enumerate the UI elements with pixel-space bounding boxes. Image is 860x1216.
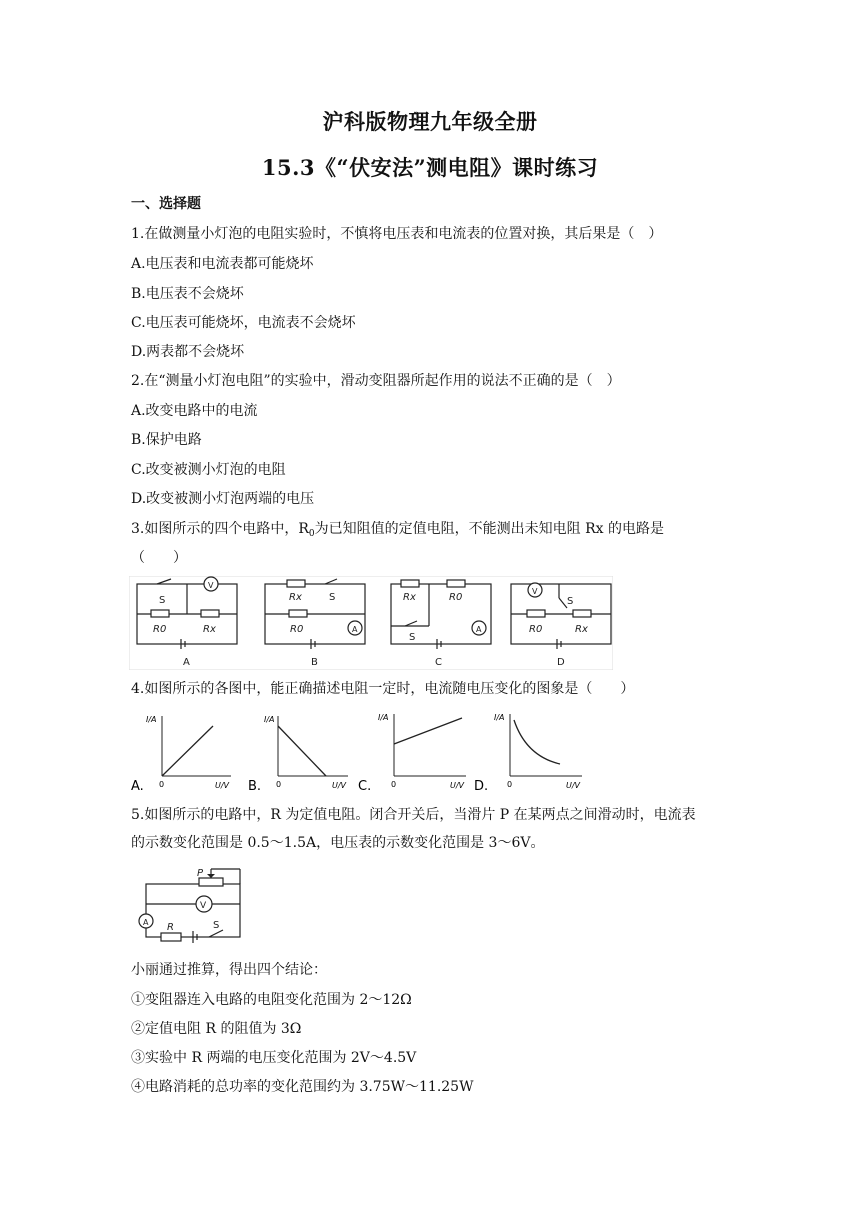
ammeter-label: A <box>143 918 149 927</box>
conclusion-3: ③实验中 R 两端的电压变化范围为 2V～4.5V <box>131 1050 417 1066</box>
axis-label-y: I/A <box>494 713 505 722</box>
graph-c <box>358 704 470 794</box>
option-d-label: D. <box>474 779 489 794</box>
resistor-r-label: R <box>167 922 174 933</box>
rx-label: Rx <box>289 592 302 603</box>
ammeter-label: A <box>352 625 358 634</box>
origin-label: 0 <box>276 780 282 789</box>
switch-label: S <box>567 596 574 607</box>
section-heading: 一、选择题 <box>131 196 201 212</box>
conclusion-1: ①变阻器连入电路的电阻变化范围为 2～12Ω <box>131 992 412 1008</box>
option-c-label: C. <box>358 779 372 794</box>
graph-d <box>474 704 586 794</box>
r0-label: R0 <box>529 624 543 635</box>
axis-label-y: I/A <box>378 713 389 722</box>
switch-label: S <box>329 592 336 603</box>
question-5-intro: 小丽通过推算，得出四个结论： <box>131 962 327 978</box>
slider-p-label: P <box>197 868 204 879</box>
r0-label: R0 <box>290 624 304 635</box>
question-1-stem: 1.在做测量小灯泡的电阻实验时，不慎将电压表和电流表的位置对换，其后果是（ ） <box>131 226 663 242</box>
circuit-label-c: C <box>435 657 442 668</box>
option-a-label: A. <box>131 779 144 794</box>
conclusion-2: ②定值电阻 R 的阻值为 3Ω <box>131 1021 302 1037</box>
question-2-option-c: C.改变被测小灯泡的电阻 <box>131 462 286 478</box>
question-3-stem <box>131 520 664 543</box>
voltmeter-label: V <box>200 901 207 911</box>
option-b-label: B. <box>248 779 262 794</box>
question-1-option-c: C.电压表可能烧坏，电流表不会烧坏 <box>131 315 356 331</box>
question-3-answer-bracket: （ ） <box>131 550 187 566</box>
question-5-stem-line-2: 的示数变化范围是 0.5～1.5A，电压表的示数变化范围是 3～6V。 <box>131 835 545 851</box>
question-3-stem-part: 为已知阻值的定值电阻，不能测出未知电阻 Rx 的电路是 <box>314 521 664 537</box>
question-1-option-d: D.两表都不会烧坏 <box>131 344 245 360</box>
axis-label-y: I/A <box>264 715 275 724</box>
rx-label: Rx <box>203 624 216 635</box>
question-3-stem-part: 3.如图所示的四个电路中，R <box>131 521 309 537</box>
axis-label-x: U/V <box>215 781 230 790</box>
circuit-label-b: B <box>311 657 318 668</box>
axis-label-x: U/V <box>450 781 465 790</box>
axis-label-x: U/V <box>332 781 347 790</box>
r0-label: R0 <box>153 624 167 635</box>
rx-label: Rx <box>575 624 588 635</box>
origin-label: 0 <box>159 780 165 789</box>
question-2-option-d: D.改变被测小灯泡两端的电压 <box>131 491 315 507</box>
graph-a <box>131 708 235 794</box>
voltmeter-label: V <box>208 581 214 590</box>
question-3-circuit-figure <box>129 576 613 670</box>
origin-label: 0 <box>507 780 513 789</box>
question-5-circuit-figure <box>131 864 245 944</box>
voltmeter-label: V <box>532 587 538 596</box>
lesson-title: 15.3《“伏安法”测电阻》课时练习 <box>261 155 599 180</box>
question-5-stem-line-1: 5.如图所示的电路中，R 为定值电阻。闭合开关后，当滑片 P 在某两点之间滑动时，电流表 <box>131 807 696 823</box>
rx-label: Rx <box>403 592 416 603</box>
question-1-option-b: B.电压表不会烧坏 <box>131 286 244 302</box>
r0-label: R0 <box>449 592 463 603</box>
conclusion-4: ④电路消耗的总功率的变化范围约为 3.75W～11.25W <box>131 1079 474 1095</box>
ammeter-label: A <box>476 625 482 634</box>
switch-label: S <box>213 920 220 931</box>
question-1-option-a: A.电压表和电流表都可能烧坏 <box>131 256 314 272</box>
switch-label: S <box>409 632 416 643</box>
question-2-option-b: B.保护电路 <box>131 432 202 448</box>
r0-subscript: 0 <box>308 529 315 539</box>
switch-label: S <box>159 595 166 606</box>
origin-label: 0 <box>391 780 397 789</box>
question-2-stem: 2.在“测量小灯泡电阻”的实验中，滑动变阻器所起作用的说法不正确的是（ ） <box>131 373 621 389</box>
question-2-option-a: A.改变电路中的电流 <box>131 403 258 419</box>
graph-b <box>248 708 352 794</box>
circuit-label-a: A <box>183 657 190 668</box>
axis-label-x: U/V <box>566 781 581 790</box>
document-title: 沪科版物理九年级全册 <box>322 109 538 134</box>
question-4-stem: 4.如图所示的各图中，能正确描述电阻一定时，电流随电压变化的图象是（ ） <box>131 681 635 697</box>
circuit-label-d: D <box>557 657 565 668</box>
axis-label-y: I/A <box>146 715 157 724</box>
